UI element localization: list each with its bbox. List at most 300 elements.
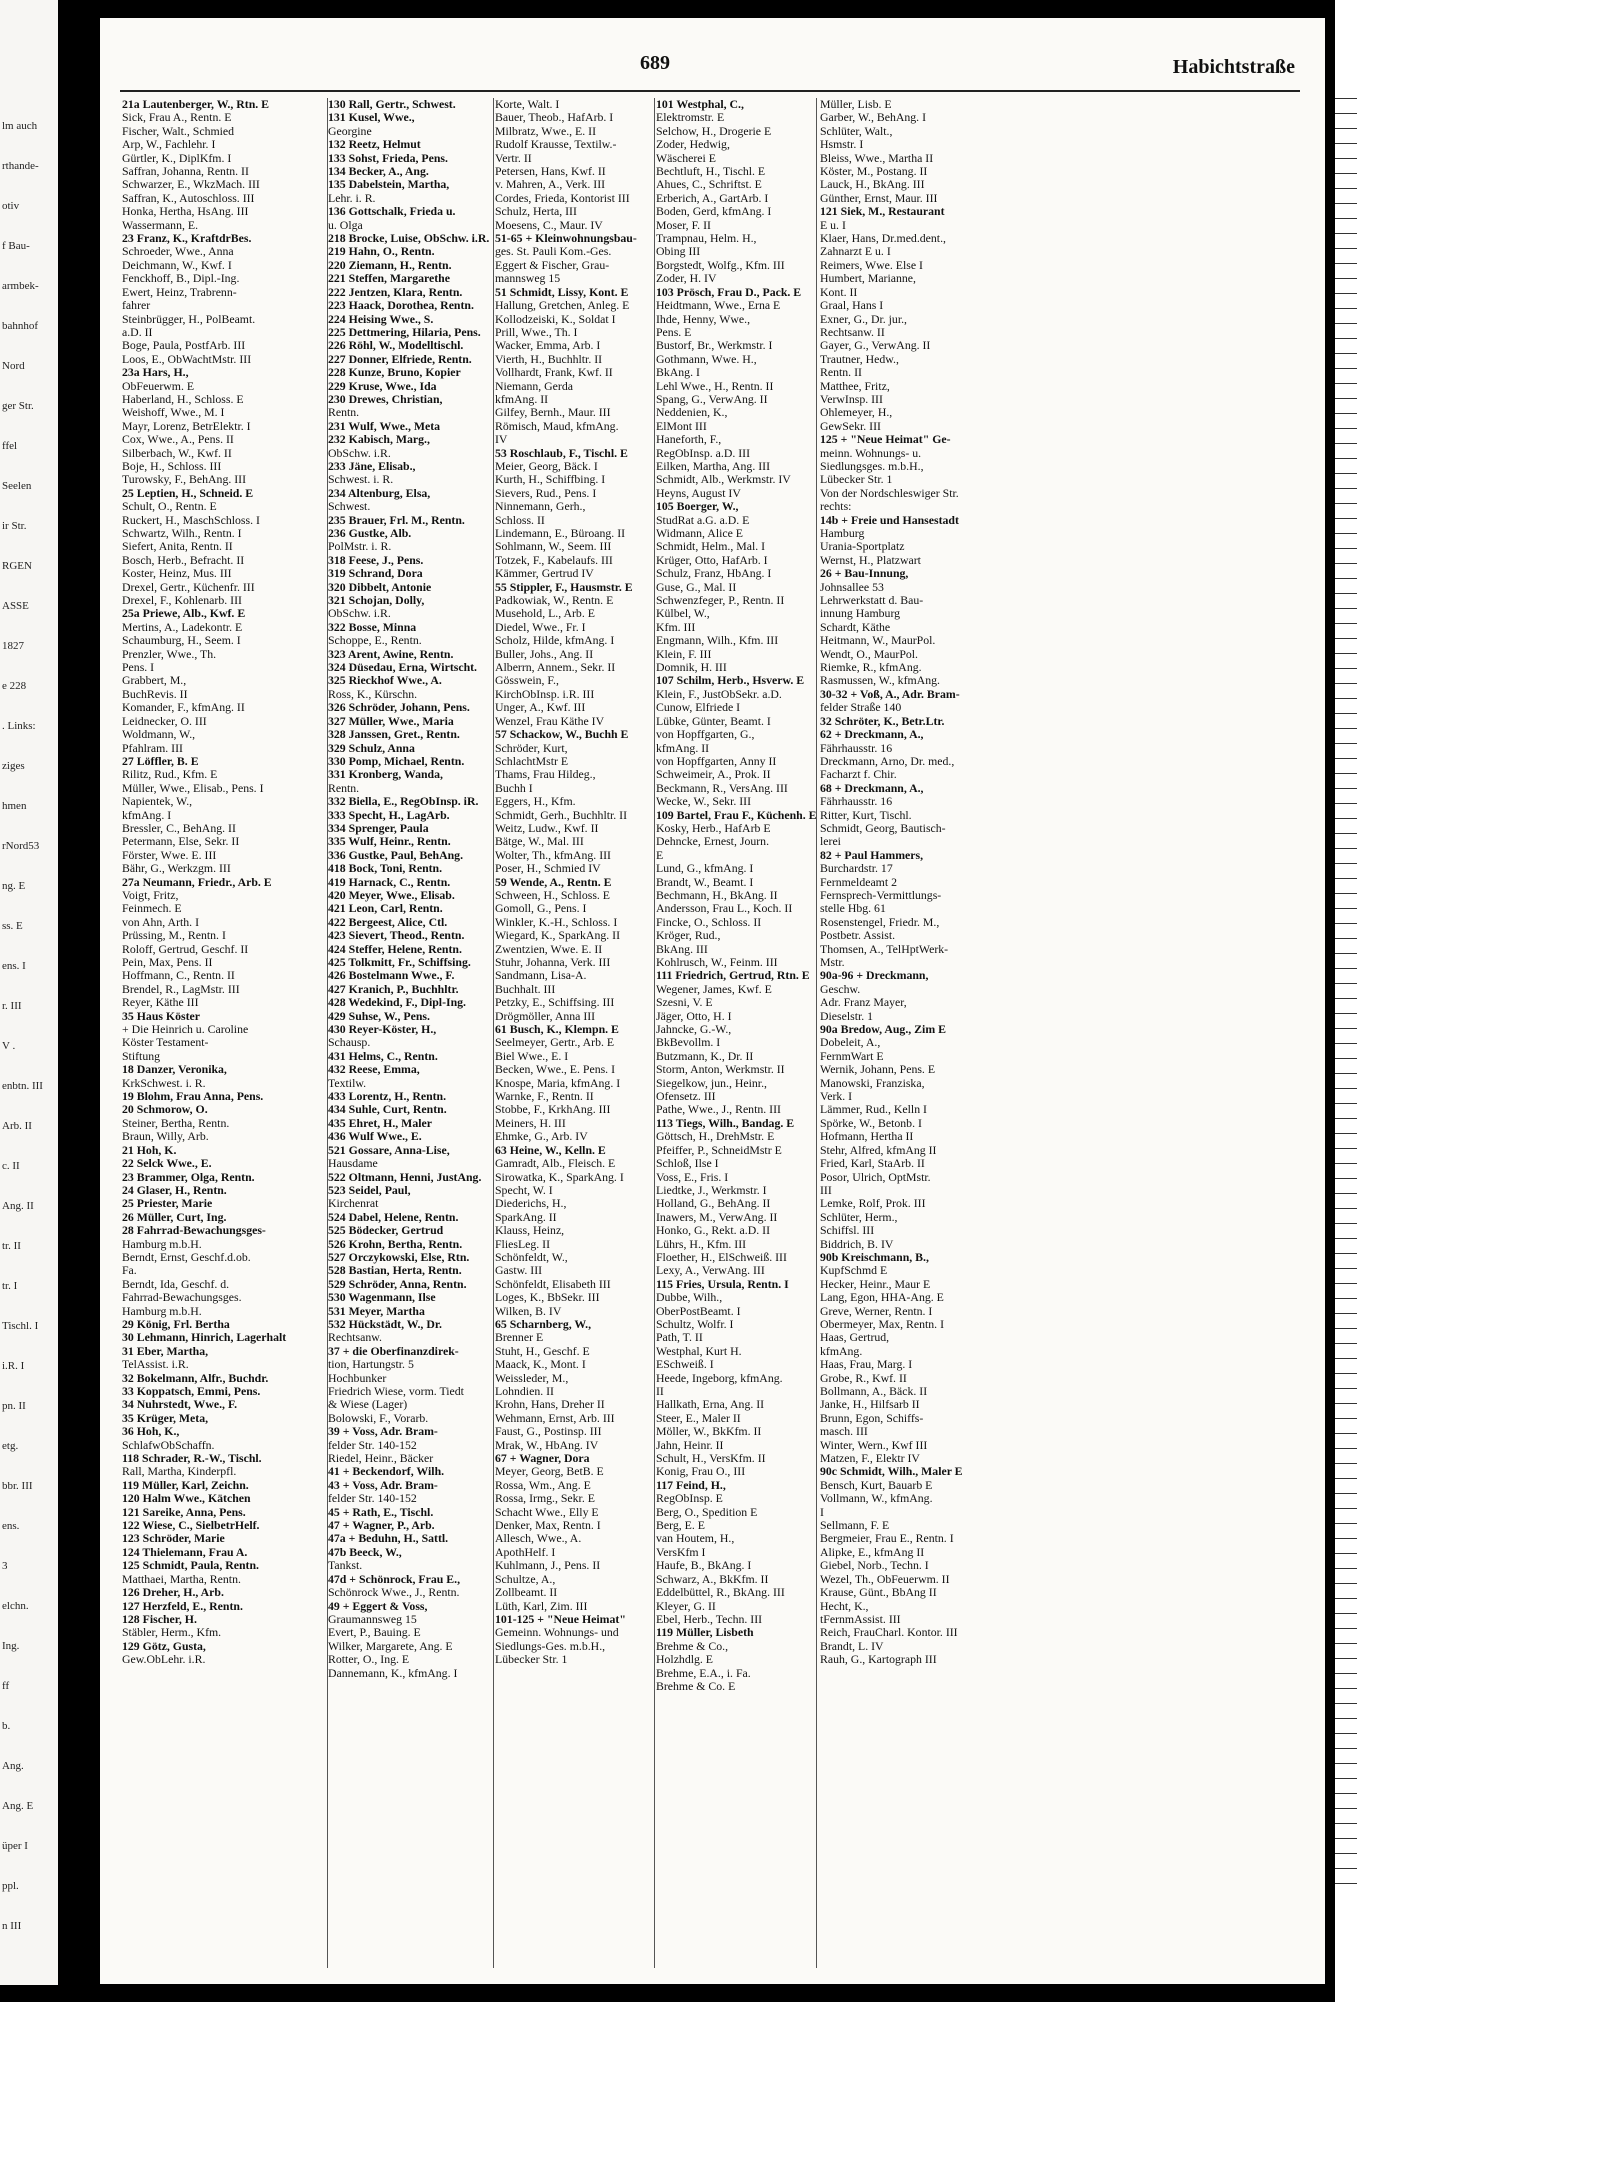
facing-page-fragment: Seelen	[2, 480, 32, 492]
directory-entry: 218 Brocke, Luise, ObSchw. i.R.	[328, 231, 490, 246]
directory-entry: Wegener, James, Kwf. E	[656, 981, 772, 996]
directory-entry: ESchweiß. I	[656, 1357, 714, 1372]
edge-tick	[1335, 683, 1357, 684]
directory-entry: Klaer, Hans, Dr.med.dent.,	[820, 231, 946, 246]
directory-entry: 429 Suhse, W., Pens.	[328, 1008, 430, 1023]
facing-page-fragment: ger Str.	[2, 400, 34, 412]
directory-entry: Kollodzeiski, K., Soldat I	[495, 311, 616, 326]
directory-entry: Schacht Wwe., Elly E	[495, 1504, 599, 1519]
directory-entry: 35 Haus Köster	[122, 1008, 200, 1023]
directory-entry: Greve, Werner, Rentn. I	[820, 1303, 933, 1318]
directory-entry: 26 Müller, Curt, Ing.	[122, 1209, 227, 1224]
facing-page-fragment: Arb. II	[2, 1120, 32, 1132]
edge-tick	[1335, 1463, 1357, 1464]
directory-entry: 430 Reyer-Köster, H.,	[328, 1022, 437, 1037]
directory-entry: KirchObInsp. i.R. III	[495, 686, 595, 701]
directory-entry: 27 Löffler, B. E	[122, 753, 199, 768]
directory-entry: Petzky, E., Schiffsing. III	[495, 995, 615, 1010]
directory-entry: Widmann, Alice E	[656, 526, 743, 540]
directory-entry: Hochbunker	[328, 1370, 387, 1385]
directory-entry: II	[656, 1384, 664, 1398]
directory-entry: 133 Sohst, Frieda, Pens.	[328, 150, 448, 165]
edge-tick	[1335, 1448, 1357, 1449]
edge-tick	[1335, 1478, 1357, 1479]
directory-entry: Pathe, Wwe., J., Rentn. III	[656, 1102, 781, 1117]
edge-tick	[1335, 1628, 1357, 1629]
edge-tick	[1335, 1058, 1357, 1059]
edge-tick	[1335, 548, 1357, 549]
directory-entry: 432 Reese, Emma,	[328, 1062, 420, 1077]
edge-tick	[1335, 1808, 1357, 1809]
directory-entry: 21 Hoh, K.	[122, 1142, 177, 1157]
directory-entry: Schwenzfeger, P., Rentn. II	[656, 593, 785, 608]
directory-entry: Weitz, Ludw., Kwf. II	[495, 820, 599, 835]
edge-tick	[1335, 1613, 1357, 1614]
directory-entry: Cunow, Elfriede I	[656, 700, 741, 715]
directory-entry: 111 Friedrich, Gertrud, Rtn. E	[656, 968, 810, 983]
directory-entry: Denker, Max, Rentn. I	[495, 1518, 601, 1533]
directory-entry: Hallung, Gretchen, Anleg. E	[495, 298, 630, 313]
facing-page-fragment: r. III	[2, 1000, 22, 1012]
directory-entry: Von der Nordschleswiger Str.	[820, 485, 959, 500]
directory-entry: 126 Dreher, H., Arb.	[122, 1585, 224, 1600]
directory-entry: Faust, G., Postinsp. III	[495, 1424, 602, 1439]
edge-tick	[1335, 728, 1357, 729]
directory-entry: Wassermann, E.	[122, 217, 199, 232]
directory-entry: 37 + die Oberfinanzdirek-	[328, 1343, 459, 1358]
directory-entry: Napientek, W.,	[122, 794, 193, 809]
edge-tick	[1335, 608, 1357, 609]
edge-tick	[1335, 1733, 1357, 1734]
directory-entry: Prenzler, Wwe., Th.	[122, 646, 217, 661]
edge-tick	[1335, 1643, 1357, 1644]
directory-entry: 433 Lorentz, H., Rentn.	[328, 1089, 447, 1104]
directory-entry: Becken, Wwe., E. Pens. I	[495, 1062, 616, 1077]
directory-entry: Spörke, W., Betonb. I	[820, 1115, 922, 1130]
directory-entry: Ritter, Kurt, Tischl.	[820, 807, 912, 822]
directory-entry: Drexel, Gertr., Küchenfr. III	[122, 579, 255, 594]
directory-entry: stelle Hbg. 61	[820, 901, 886, 916]
edge-tick	[1335, 278, 1357, 279]
directory-entry: 423 Sievert, Theod., Rentn.	[328, 928, 465, 943]
directory-entry: 122 Wiese, C., SielbetrHelf.	[122, 1518, 260, 1533]
directory-entry: kfmAng.	[820, 1343, 863, 1358]
directory-entry: ges. St. Pauli Kom.-Ges.	[495, 244, 612, 259]
directory-entry: u. Olga	[328, 217, 363, 232]
column-1	[122, 98, 329, 1978]
edge-tick	[1335, 188, 1357, 189]
facing-page-fragment: ens. I	[2, 960, 26, 972]
directory-entry: 101 Westphal, C.,	[656, 98, 744, 111]
directory-entry: Schult, O., Rentn. E	[122, 499, 217, 514]
edge-tick	[1335, 293, 1357, 294]
directory-entry: Lehl Wwe., H., Rentn. II	[656, 378, 774, 393]
directory-entry: ElMont III	[656, 418, 707, 433]
directory-entry: Honko, G., Rekt. a.D. II	[656, 1223, 771, 1238]
facing-page-fragment: armbek-	[2, 280, 39, 292]
directory-entry: 336 Gustke, Paul, BehAng.	[328, 847, 464, 862]
directory-entry: & Wiese (Lager)	[328, 1397, 408, 1412]
edge-tick	[1335, 788, 1357, 789]
directory-entry: Schwest.	[328, 499, 371, 514]
edge-tick	[1335, 98, 1357, 99]
directory-entry: 65 Scharnberg, W.,	[495, 1316, 592, 1331]
directory-entry: 90a Bredow, Aug., Zim E	[820, 1022, 946, 1037]
directory-entry: Fried, Karl, StaArb. II	[820, 1156, 925, 1171]
directory-entry: 235 Brauer, Frl. M., Rentn.	[328, 512, 465, 527]
directory-entry: Maack, K., Mont. I	[495, 1357, 586, 1372]
directory-entry: Schönfeldt, W.,	[495, 1249, 568, 1264]
directory-entry: Obing III	[656, 244, 701, 259]
directory-entry: 62 + Dreckmann, A.,	[820, 727, 924, 742]
directory-entry: 51-65 + Kleinwohnungsbau-	[495, 231, 637, 246]
directory-entry: Buller, Johs., Ang. II	[495, 646, 594, 661]
edge-tick	[1335, 1718, 1357, 1719]
directory-entry: Lübke, Günter, Beamt. I	[656, 713, 771, 728]
facing-page-fragment: f Bau-	[2, 240, 30, 252]
directory-entry: 228 Kunze, Bruno, Kopier	[328, 365, 461, 380]
directory-entry: Heidtmann, Wwe., Erna E	[656, 298, 781, 313]
directory-entry: Johnsallee 53	[820, 579, 884, 594]
directory-entry: Schausp.	[328, 1035, 371, 1050]
directory-entry: Graal, Hans I	[820, 298, 884, 313]
directory-entry: Facharzt f. Chir.	[820, 767, 897, 782]
directory-entry: Geschw.	[820, 981, 861, 996]
directory-entry: Schloß, Ilse I	[656, 1156, 719, 1171]
directory-entry: Garber, W., BehAng. I	[820, 110, 927, 125]
edge-tick	[1335, 1238, 1357, 1239]
directory-entry: Krause, Günt., BbAng II	[820, 1585, 937, 1600]
edge-tick	[1335, 1403, 1357, 1404]
directory-entry: Boje, H., Schloss. III	[122, 458, 222, 473]
directory-entry: Konig, Frau O., III	[656, 1464, 746, 1479]
directory-entry: VerwInsp. III	[820, 391, 883, 406]
directory-entry: Hecker, Heinr., Maur E	[820, 1276, 931, 1291]
directory-entry: Silberbach, W., Kwf. II	[122, 445, 232, 460]
directory-entry: Buchhalt. III	[495, 981, 556, 996]
directory-entry: 325 Rieckhof Wwe., A.	[328, 673, 442, 688]
facing-page-fragment: V .	[2, 1040, 16, 1052]
directory-entry: 47 + Wagner, P., Arb.	[328, 1518, 435, 1533]
directory-entry: Matzen, F., Elektr IV	[820, 1451, 920, 1466]
edge-tick	[1335, 713, 1357, 714]
directory-entry: Warnke, F., Rentn. II	[495, 1089, 594, 1104]
directory-entry: Kont. II	[820, 284, 858, 299]
directory-entry: Rall, Martha, Kinderpfl.	[122, 1464, 237, 1479]
edge-tick	[1335, 833, 1357, 834]
directory-entry: Rauh, G., Kartograph III	[820, 1652, 937, 1667]
directory-entry: 523 Seidel, Paul,	[328, 1182, 411, 1197]
directory-entry: 233 Jäne, Elisab.,	[328, 458, 416, 473]
facing-page-fragment: ff	[2, 1680, 10, 1692]
directory-entry: Honka, Hertha, HsAng. III	[122, 204, 249, 219]
directory-entry: Lohndien. II	[495, 1384, 554, 1398]
directory-entry: 53 Roschlaub, F., Tischl. E	[495, 445, 628, 460]
facing-page-fragment: üper I	[2, 1840, 28, 1852]
directory-entry: Stuht, H., Geschf. E	[495, 1343, 590, 1358]
directory-entry: Meiners, H. III	[495, 1115, 566, 1130]
directory-entry: 136 Gottschalk, Frieda u.	[328, 204, 456, 219]
directory-entry: 236 Gustke, Alb.	[328, 526, 412, 540]
directory-entry: Beckmann, R., VersAng. III	[656, 780, 788, 795]
directory-entry: Floether, H., ElSchweiß. III	[656, 1249, 787, 1264]
directory-entry: Mrak, W., HbAng. IV	[495, 1437, 599, 1452]
edge-tick	[1335, 503, 1357, 504]
directory-entry: Brehme, E.A., i. Fa.	[656, 1665, 751, 1680]
directory-entry: 223 Haack, Dorothea, Rentn.	[328, 298, 474, 313]
directory-entry: Guse, G., Mal. II	[656, 579, 737, 594]
directory-entry: Kuhlmann, J., Pens. II	[495, 1558, 601, 1573]
directory-entry: StudRat a.G. a.D. E	[656, 512, 750, 527]
directory-entry: Stehr, Alfred, kfmAng II	[820, 1142, 937, 1157]
directory-entry: Trautner, Hedw.,	[820, 351, 899, 366]
edge-tick	[1335, 1253, 1357, 1254]
directory-entry: Fernmeldeamt 2	[820, 874, 897, 889]
directory-entry: 530 Wagenmann, Ilse	[328, 1290, 436, 1305]
directory-entry: 220 Ziemann, H., Rentn.	[328, 257, 452, 272]
directory-entry: Schoppe, E., Rentn.	[328, 633, 422, 648]
directory-entry: SparkAng. II	[495, 1209, 557, 1224]
directory-entry: 422 Bergeest, Alice, Ctl.	[328, 914, 448, 929]
directory-entry: 219 Hahn, O., Rentn.	[328, 244, 435, 259]
facing-page-fragment: . Links:	[2, 720, 36, 732]
directory-entry: BuchRevis. II	[122, 686, 188, 701]
directory-entry: 132 Reetz, Helmut	[328, 137, 421, 152]
directory-entry: 322 Bosse, Minna	[328, 619, 417, 634]
directory-entry: KupfSchmd E	[820, 1263, 888, 1278]
directory-entry: Spang, G., VerwAng. II	[656, 391, 768, 406]
directory-entry: 227 Donner, Elfriede, Rentn.	[328, 351, 472, 366]
directory-entry: Hallkath, Erna, Ang. II	[656, 1397, 765, 1412]
directory-entry: Tankst.	[328, 1558, 363, 1573]
directory-entry: Loges, K., BbSekr. III	[495, 1290, 600, 1305]
directory-entry: Brunn, Egon, Schiffs-	[820, 1410, 924, 1425]
directory-entry: Voigt, Fritz,	[122, 887, 179, 902]
edge-tick	[1335, 623, 1357, 624]
edge-tick	[1335, 1073, 1357, 1074]
directory-entry: Schroeder, Wwe., Anna	[122, 244, 234, 259]
directory-entry: Haneforth, F.,	[656, 432, 722, 447]
directory-entry: Burchardstr. 17	[820, 861, 893, 876]
directory-entry: Textilw.	[328, 1075, 367, 1090]
edge-tick	[1335, 1688, 1357, 1689]
directory-entry: Rossa, Wm., Ang. E	[495, 1477, 591, 1492]
directory-entry: meinn. Wohnungs- u.	[820, 445, 922, 460]
directory-entry: Weishoff, Wwe., M. I	[122, 405, 225, 420]
directory-entry: Szesni, V. E	[656, 995, 713, 1010]
facing-page-fragment: rthande-	[2, 160, 39, 172]
directory-entry: Graumannsweg 15	[328, 1611, 417, 1626]
directory-entry: Poser, H., Schmied IV	[495, 861, 601, 876]
directory-entry: Hamburg m.b.H.	[122, 1236, 202, 1251]
directory-entry: 329 Schulz, Anna	[328, 740, 415, 755]
directory-entry: Stobbe, F., KrkhAng. III	[495, 1102, 611, 1117]
directory-entry: Stuhr, Johanna, Verk. III	[495, 955, 611, 969]
directory-entry: Pfahlram. III	[122, 740, 183, 755]
directory-entry: Westphal, Kurt H.	[656, 1343, 742, 1358]
facing-page-fragment: tr. I	[2, 1280, 18, 1292]
directory-entry: Rentn. II	[820, 365, 862, 380]
directory-entry: Gamradt, Alb., Fleisch. E	[495, 1156, 616, 1171]
edge-tick	[1335, 353, 1357, 354]
directory-entry: fahrer	[122, 298, 151, 313]
directory-entry: 51 Schmidt, Lissy, Kont. E	[495, 284, 629, 299]
directory-entry: Saffran, Johanna, Rentn. II	[122, 164, 249, 179]
directory-entry: SchlafwObSchaffn.	[122, 1437, 215, 1452]
directory-entry: Rechtsanw. II	[820, 324, 885, 339]
directory-entry: 421 Leon, Carl, Rentn.	[328, 901, 443, 916]
directory-entry: Klauss, Heinz,	[495, 1223, 565, 1238]
directory-entry: Fährhausstr. 16	[820, 740, 893, 755]
directory-entry: Haberland, H., Schloss. E	[122, 391, 244, 406]
directory-entry: Siefert, Anita, Rentn. II	[122, 539, 233, 554]
edge-tick	[1335, 1133, 1357, 1134]
directory-entry: 20 Schmorow, O.	[122, 1102, 208, 1117]
facing-page-fragment: e 228	[2, 680, 27, 692]
directory-entry: Vollmann, W., kfmAng.	[820, 1491, 933, 1506]
directory-entry: Gösswein, F.,	[495, 673, 559, 688]
directory-entry: Erberich, A., GartArb. I	[656, 190, 769, 205]
directory-entry: Schulz, Herta, III	[495, 204, 577, 219]
directory-entry: 103 Prösch, Frau D., Pack. E	[656, 284, 802, 299]
directory-entry: 23a Hars, H.,	[122, 365, 189, 380]
directory-entry: Lübecker Str. 1	[495, 1652, 568, 1667]
directory-entry: KrkSchwest. i. R.	[122, 1075, 206, 1090]
edge-tick	[1335, 248, 1357, 249]
directory-entry: Sirowatka, K., SparkAng. I	[495, 1169, 624, 1184]
directory-entry: Rentn.	[328, 405, 360, 420]
directory-entry: Rilitz, Rud., Kfm. E	[122, 767, 218, 782]
directory-entry: Inawers, M., VerwAng. II	[656, 1209, 778, 1224]
directory-entry: Weissleder, M.,	[495, 1370, 569, 1385]
directory-entry: lerei	[820, 834, 841, 849]
facing-page-fragment: ziges	[2, 760, 25, 772]
edge-tick	[1335, 428, 1357, 429]
edge-tick	[1335, 638, 1357, 639]
column-4	[656, 98, 816, 1978]
directory-entry: Brenner E	[495, 1330, 544, 1345]
directory-entry: Schwartz, Wilh., Rentn. I	[122, 526, 242, 540]
edge-tab-marks	[1335, 98, 1357, 1998]
directory-entry: Unger, A., Kwf. III	[495, 700, 586, 715]
directory-entry: Koster, Heinz, Mus. III	[122, 566, 232, 581]
directory-entry: Hamburg	[820, 526, 865, 540]
directory-entry: 420 Meyer, Wwe., Elisab.	[328, 887, 455, 902]
directory-entry: 36 Hoh, K.,	[122, 1424, 180, 1439]
directory-entry: kfmAng. II	[495, 391, 549, 406]
directory-entry: GewSekr. III	[820, 418, 881, 433]
edge-tick	[1335, 1793, 1357, 1794]
directory-entry: 67 + Wagner, Dora	[495, 1451, 590, 1466]
directory-entry: OberPostBeamt. I	[656, 1303, 741, 1318]
directory-entry: Köster Testament-	[122, 1035, 209, 1050]
directory-entry: 332 Biella, E., RegObInsp. iR.	[328, 794, 479, 809]
directory-entry: Brandt, W., Beamt. I	[656, 874, 754, 889]
directory-entry: Fährhausstr. 16	[820, 794, 893, 809]
directory-entry: Lang, Egon, HHA-Ang. E	[820, 1290, 944, 1305]
directory-entry: Jahncke, G.-W.,	[656, 1022, 732, 1037]
directory-entry: Friedrich Wiese, vorm. Tiedt	[328, 1384, 464, 1398]
directory-entry: 45 + Rath, E., Tischl.	[328, 1504, 434, 1519]
directory-entry: Eggers, H., Kfm.	[495, 794, 576, 809]
directory-entry: Klein, F., JustObSekr. a.D.	[656, 686, 782, 701]
edge-tick	[1335, 488, 1357, 489]
edge-tick	[1335, 1853, 1357, 1854]
directory-entry: innung Hamburg	[820, 606, 901, 621]
directory-entry: Lauck, H., BkAng. III	[820, 177, 925, 192]
directory-entry: Posor, Ulrich, OptMstr.	[820, 1169, 931, 1184]
directory-entry: Schönrock Wwe., J., Rentn.	[328, 1585, 460, 1600]
edge-tick	[1335, 968, 1357, 969]
directory-entry: a.D. II	[122, 324, 153, 339]
directory-entry: Niemann, Gerda	[495, 378, 573, 393]
facing-page-fragment: hmen	[2, 800, 27, 812]
directory-entry: Ninnemann, Gerh.,	[495, 499, 586, 514]
directory-entry: 418 Bock, Toni, Rentn.	[328, 861, 443, 876]
directory-entry: VersKfm I	[656, 1544, 706, 1559]
directory-entry: Engmann, Wilh., Kfm. III	[656, 633, 779, 648]
edge-tick	[1335, 1388, 1357, 1389]
edge-tick	[1335, 1193, 1357, 1194]
edge-tick	[1335, 1223, 1357, 1224]
directory-entry: Sievers, Rud., Pens. I	[495, 485, 597, 500]
directory-entry: Pens. E	[656, 324, 692, 339]
directory-entry: 23 Franz, K., KraftdrBes.	[122, 231, 252, 246]
directory-entry: tion, Hartungstr. 5	[328, 1357, 414, 1372]
directory-entry: Reimers, Wwe. Else I	[820, 257, 923, 272]
directory-entry: Wehmann, Ernst, Arb. III	[495, 1410, 615, 1425]
directory-entry: Eggert & Fischer, Grau-	[495, 257, 610, 272]
facing-page-fragment: ens.	[2, 1520, 20, 1532]
directory-entry: Vertr. II	[495, 150, 532, 165]
directory-entry: Gomoll, G., Pens. I	[495, 901, 587, 916]
directory-entry: Kohlrusch, W., Feinm. III	[656, 955, 778, 969]
directory-entry: Wilken, B. IV	[495, 1303, 562, 1318]
directory-entry: Pein, Max, Pens. II	[122, 955, 213, 969]
edge-tick	[1335, 1868, 1357, 1869]
directory-entry: Buchh I	[495, 780, 533, 795]
facing-page-fragment: RGEN	[2, 560, 32, 572]
edge-tick	[1335, 998, 1357, 999]
directory-entry: 39 + Voss, Adr. Bram-	[328, 1424, 438, 1439]
directory-entry: Kleyer, G. II	[656, 1598, 716, 1613]
facing-page-fragment: ASSE	[2, 600, 29, 612]
directory-entry: Bosch, Herb., Befracht. II	[122, 552, 245, 567]
edge-tick	[1335, 368, 1357, 369]
edge-tick	[1335, 1328, 1357, 1329]
directory-entry: Reich, FrauCharl. Kontor. III	[820, 1625, 958, 1640]
directory-entry: Braun, Willy, Arb.	[122, 1129, 209, 1144]
edge-tick	[1335, 1313, 1357, 1314]
directory-entry: Bleiss, Wwe., Martha II	[820, 150, 934, 165]
directory-entry: 318 Feese, J., Pens.	[328, 552, 424, 567]
directory-entry: rechts:	[820, 499, 852, 514]
edge-tick	[1335, 1748, 1357, 1749]
directory-entry: 319 Schrand, Dora	[328, 566, 423, 581]
directory-entry: Berg, E. E	[656, 1518, 705, 1533]
directory-entry: Dubbe, Wilh.,	[656, 1290, 723, 1305]
page-number: 689	[640, 52, 670, 74]
directory-entry: Haas, Gertrud,	[820, 1330, 890, 1345]
directory-entry: BkBevollm. I	[656, 1035, 721, 1050]
header-rule	[120, 90, 1300, 92]
directory-entry: Feinmech. E	[122, 901, 182, 916]
directory-entry: Schlüter, Walt.,	[820, 123, 893, 138]
directory-entry: 34 Nuhrstedt, Wwe., F.	[122, 1397, 238, 1412]
directory-entry: Totzek, F., Kabelaufs. III	[495, 552, 613, 567]
edge-tick	[1335, 1778, 1357, 1779]
directory-entry: Kirchenrat	[328, 1196, 379, 1211]
